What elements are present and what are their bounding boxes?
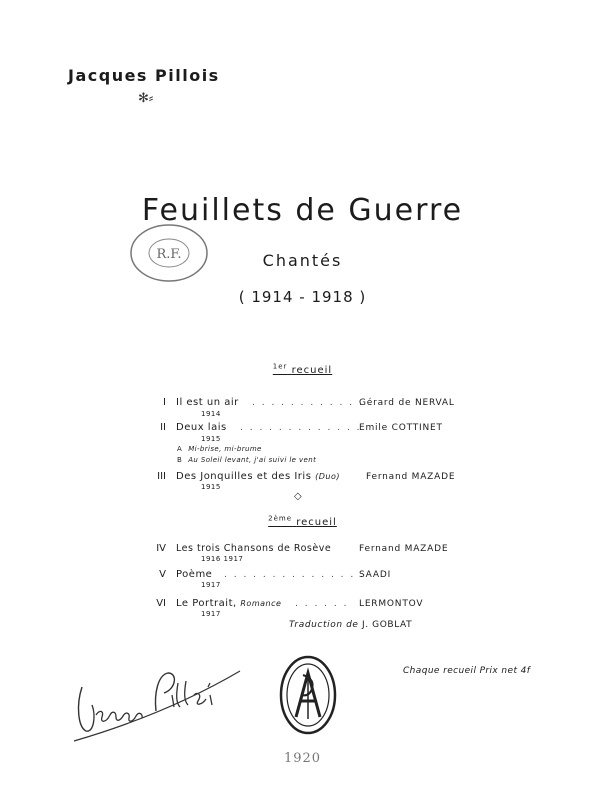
item-2-year: 1915 xyxy=(201,435,221,443)
recueil-1-ordinal: 1er xyxy=(272,363,288,371)
recueil-2-label: recueil xyxy=(296,517,337,529)
item-6-title: Le Portrait, Romance xyxy=(176,598,282,609)
item-5-leader: . . . . . . . . . . . . . . . xyxy=(224,570,365,580)
publisher-monogram-logo-icon xyxy=(279,655,337,735)
item-3-year: 1915 xyxy=(201,483,221,491)
item-4-number: IV xyxy=(156,543,166,554)
item-6-year: 1917 xyxy=(201,610,221,618)
item-4-author: Fernand MAZADE xyxy=(359,544,449,554)
item-2-number: II xyxy=(160,422,166,433)
item-1-number: I xyxy=(163,397,166,408)
stamp-center-text: R.F. xyxy=(156,247,182,262)
floral-ornament-icon: ✻⸗ xyxy=(138,91,154,106)
item-2-subitem-b: B Au Soleil levant, j'ai suivi le vent xyxy=(177,456,317,464)
item-1-year: 1914 xyxy=(201,410,221,418)
item-5-year: 1917 xyxy=(201,581,221,589)
item-3-author: Fernand MAZADE xyxy=(366,472,456,482)
translation-credit: Traduction de J. GOBLAT xyxy=(289,620,413,630)
item-5-number: V xyxy=(159,569,166,580)
recueil-2-ordinal: 2ème xyxy=(268,515,293,523)
recueil-1-label: recueil xyxy=(291,365,333,377)
recueil-1-heading xyxy=(0,363,605,376)
publication-year: 1920 xyxy=(283,751,322,766)
main-title: Feuillets de Guerre xyxy=(141,193,464,228)
recueil-2-heading xyxy=(0,515,605,528)
date-range: ( 1914 - 1918 ) xyxy=(238,288,367,306)
item-6-leader: . . . . . . xyxy=(295,599,349,609)
item-6-number: VI xyxy=(156,598,166,609)
composer-name: Jacques Pillois xyxy=(68,66,220,85)
item-5-title: Poème xyxy=(176,569,213,580)
item-1-author: Gérard de NERVAL xyxy=(359,398,455,408)
item-2-author: Emile COTTINET xyxy=(359,423,443,433)
item-2-title: Deux lais xyxy=(176,422,227,433)
item-3-title: Des Jonquilles et des Iris (Duo) xyxy=(176,471,340,482)
diamond-ornament-icon: ◇ xyxy=(294,491,302,502)
price-note: Chaque recueil Prix net 4f xyxy=(403,666,531,676)
item-4-title: Les trois Chansons de Rosève xyxy=(176,543,332,554)
subtitle: Chantés xyxy=(262,251,343,270)
item-3-number: III xyxy=(157,471,166,482)
item-2-subitem-a: A Mi-brise, mi-brume xyxy=(177,445,262,453)
item-4-year: 1916 1917 xyxy=(201,555,244,563)
item-2-leader: . . . . . . . . . . . . . xyxy=(240,423,362,433)
item-1-title: Il est un air xyxy=(176,397,239,408)
item-1-leader: . . . . . . . . . . . . . xyxy=(252,398,374,408)
item-6-author: LERMONTOV xyxy=(359,599,424,609)
item-5-author: SAADI xyxy=(359,570,392,580)
handwritten-signature xyxy=(72,665,242,745)
